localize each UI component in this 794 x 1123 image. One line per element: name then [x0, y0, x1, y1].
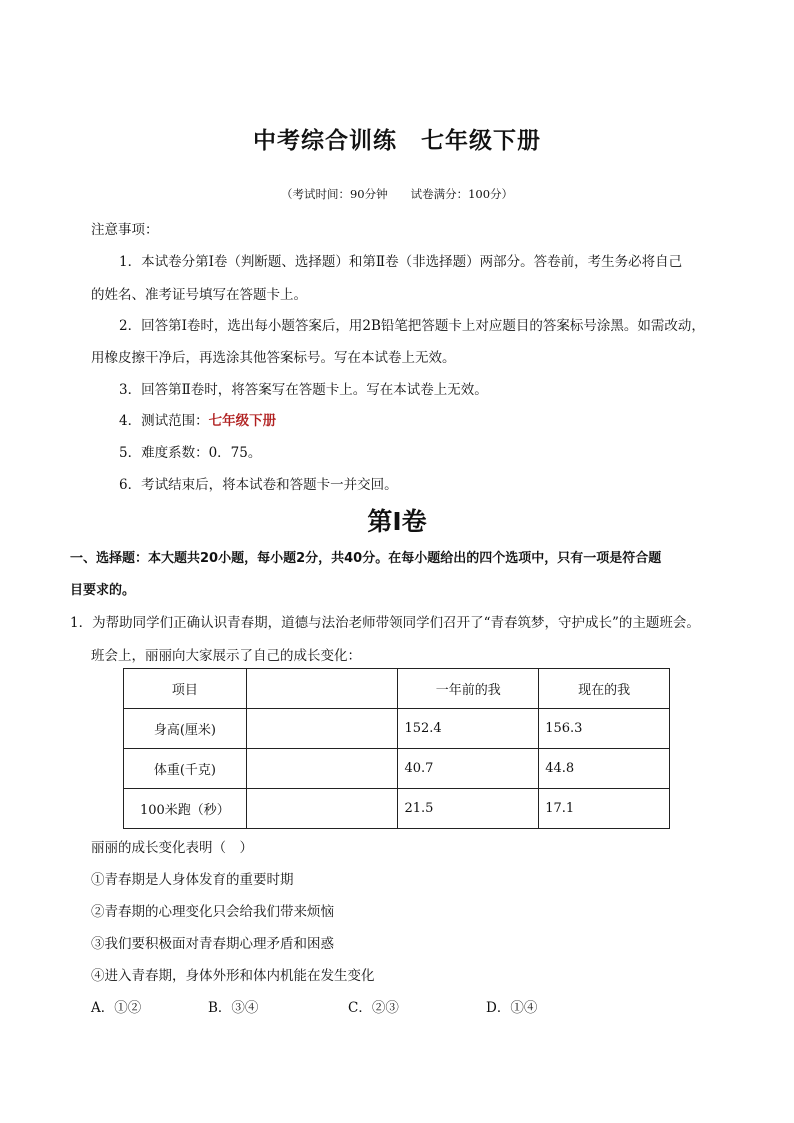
table-cell	[246, 749, 398, 789]
section-heading-line-1: 一、选择题：本大题共20小题，每小题2分，共40分。在每小题给出的四个选项中，只有一项是符合题	[70, 551, 662, 566]
option-d[interactable]: D．①④	[486, 1000, 538, 1016]
page-title: 中考综合训练 七年级下册	[253, 128, 541, 154]
option-a[interactable]: A．①②	[91, 1000, 142, 1016]
option-c[interactable]: C．②③	[348, 1000, 399, 1016]
statement-1: ①青春期是人身体发育的重要时期	[91, 872, 294, 888]
table-cell: 17.1	[539, 789, 670, 829]
table-header-cell: 一年前的我	[398, 669, 539, 709]
question-1-stem-line-1: 1．为帮助同学们正确认识青春期，道德与法治老师带领同学们召开了“青春筑梦，守护成长”的主题班会。	[70, 615, 700, 631]
table-cell: 100米跑（秒）	[124, 789, 247, 829]
note-4-prefix: 4．测试范围：	[119, 413, 209, 429]
table-header-cell: 现在的我	[539, 669, 670, 709]
note-2-line-2: 用橡皮擦干净后，再选涂其他答案标号。写在本试卷上无效。	[91, 350, 456, 366]
exam-info: （考试时间：90分钟 试卷满分：100分）	[280, 187, 514, 201]
statement-4: ④进入青春期，身体外形和体内机能在发生变化	[91, 968, 375, 984]
table-row	[124, 709, 670, 749]
question-1-prompt: 丽丽的成长变化表明（ ）	[91, 840, 253, 856]
table-cell	[246, 789, 398, 829]
section-heading-line-2: 目要求的。	[70, 583, 136, 598]
table-cell: 156.3	[539, 709, 670, 749]
notes-heading: 注意事项：	[91, 222, 159, 238]
table-cell: 体重(千克)	[124, 749, 247, 789]
option-b[interactable]: B．③④	[208, 1000, 259, 1016]
note-3: 3．回答第Ⅱ卷时，将答案写在答题卡上。写在本试卷上无效。	[119, 382, 488, 398]
test-scope: 七年级下册	[208, 413, 277, 429]
note-5: 5．难度系数：0．75。	[119, 445, 262, 461]
table-cell: 152.4	[398, 709, 539, 749]
part-title: 第Ⅰ卷	[367, 507, 427, 536]
table-header-cell	[246, 669, 398, 709]
table-header-row	[124, 669, 670, 709]
note-1-line-2: 的姓名、准考证号填写在答题卡上。	[91, 287, 307, 303]
note-2-line-1: 2．回答第Ⅰ卷时，选出每小题答案后，用2B铅笔把答题卡上对应题目的答案标号涂黑。如需改动，	[119, 318, 705, 334]
answer-options	[91, 996, 651, 1016]
growth-table	[123, 668, 670, 829]
table-row	[124, 789, 670, 829]
note-1-line-1: 1．本试卷分第Ⅰ卷（判断题、选择题）和第Ⅱ卷（非选择题）两部分。答卷前，考生务必将自己	[119, 254, 683, 270]
table-header-cell: 项目	[124, 669, 247, 709]
question-1-stem-line-2: 班会上，丽丽向大家展示了自己的成长变化：	[91, 648, 361, 664]
table-cell: 44.8	[539, 749, 670, 789]
note-6: 6．考试结束后，将本试卷和答题卡一并交回。	[119, 477, 398, 493]
table-cell: 21.5	[398, 789, 539, 829]
statement-2: ②青春期的心理变化只会给我们带来烦恼	[91, 904, 334, 920]
statement-3: ③我们要积极面对青春期心理矛盾和困惑	[91, 936, 334, 952]
table-cell	[246, 709, 398, 749]
table-cell: 身高(厘米)	[124, 709, 247, 749]
note-4	[119, 409, 276, 429]
table-cell: 40.7	[398, 749, 539, 789]
table-row	[124, 749, 670, 789]
